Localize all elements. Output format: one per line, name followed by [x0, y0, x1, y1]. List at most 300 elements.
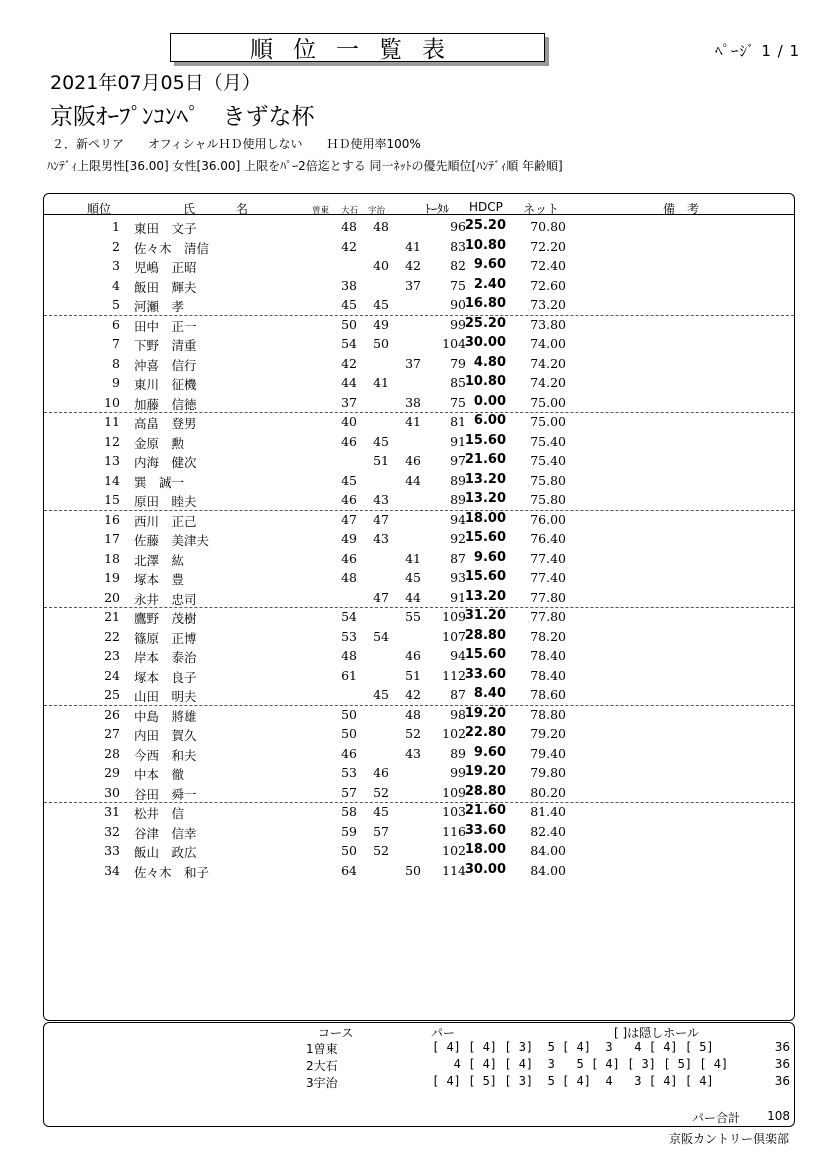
cell-s1: 46 — [341, 550, 357, 566]
cell-s2: 48 — [373, 219, 389, 234]
cell-total: 102 — [442, 726, 466, 741]
cell-s3: 55 — [405, 609, 421, 624]
header-total: ﾄｰﾀﾙ — [425, 202, 450, 216]
table-row — [44, 723, 794, 743]
cell-s1: 44 — [341, 375, 357, 390]
header-course3: 宇治 — [368, 206, 386, 216]
cell-net: 76.40 — [530, 531, 566, 546]
cell-rank: 24 — [104, 667, 120, 683]
cell-hdcp: 33.60 — [464, 666, 506, 682]
cell-rank: 19 — [104, 570, 120, 585]
cell-name: 東田 文子 — [134, 221, 197, 236]
table-row — [44, 314, 794, 334]
cell-s1: 38 — [341, 277, 357, 293]
cell-net: 77.80 — [530, 609, 566, 624]
cell-name: 塚本 豊 — [134, 572, 185, 587]
cell-rank: 34 — [104, 862, 120, 878]
cell-net: 77.40 — [530, 570, 566, 585]
cell-s2: 47 — [373, 511, 389, 527]
table-row — [44, 860, 794, 880]
header-divider — [44, 214, 794, 215]
header-course2: 大石 — [341, 206, 359, 216]
cell-total: 85 — [450, 375, 466, 390]
cell-net: 75.00 — [530, 414, 566, 429]
cell-hdcp: 30.00 — [464, 861, 506, 877]
table-row — [44, 548, 794, 568]
cell-name: 児嶋 正昭 — [134, 260, 197, 275]
cell-total: 98 — [450, 706, 466, 722]
cell-s3: 44 — [405, 589, 421, 605]
cell-hdcp: 15.60 — [464, 647, 506, 662]
cell-hdcp: 4.80 — [473, 354, 506, 370]
cell-s2: 50 — [373, 336, 389, 351]
table-row — [44, 743, 794, 763]
header-course1: 曽東 — [312, 206, 330, 216]
cell-s3: 42 — [405, 258, 421, 273]
cell-hdcp: 16.80 — [464, 296, 506, 311]
cell-hdcp: 6.00 — [473, 413, 506, 428]
cell-s1: 61 — [341, 667, 357, 683]
cell-s1: 42 — [341, 238, 357, 254]
table-row — [44, 762, 794, 782]
cell-total: 89 — [450, 492, 466, 507]
cell-s1: 37 — [341, 394, 357, 410]
cell-total: 82 — [450, 258, 466, 273]
cell-s2: 45 — [373, 297, 389, 312]
cell-s2: 43 — [373, 492, 389, 507]
table-row — [44, 821, 794, 841]
cell-s1: 50 — [341, 706, 357, 722]
table-row — [44, 801, 794, 821]
cell-s2: 52 — [373, 784, 389, 800]
cell-hdcp: 8.40 — [473, 686, 506, 701]
cell-s1: 50 — [341, 843, 357, 858]
cell-total: 93 — [450, 570, 466, 585]
cell-net: 82.40 — [530, 823, 566, 839]
header-name1: 氏 — [183, 202, 196, 216]
cell-net: 74.20 — [530, 355, 566, 371]
cell-name: 佐藤 美津夫 — [134, 533, 210, 548]
cell-total: 96 — [450, 219, 466, 234]
cell-total: 107 — [442, 628, 466, 644]
cell-name: 佐々木 清信 — [134, 240, 210, 256]
cell-total: 91 — [450, 589, 466, 605]
cell-name: 東川 征機 — [134, 377, 197, 392]
cell-net: 79.40 — [530, 745, 566, 761]
cell-s3: 41 — [405, 414, 421, 429]
cell-total: 92 — [450, 531, 466, 546]
cell-rank: 17 — [104, 531, 120, 546]
cell-s2: 49 — [373, 316, 389, 332]
cell-hdcp: 28.80 — [464, 627, 506, 643]
cell-total: 75 — [450, 394, 466, 410]
table-row — [44, 684, 794, 704]
course-name: 3宇治 — [306, 1076, 338, 1090]
cell-s1: 46 — [341, 433, 357, 449]
cell-name: 松井 信 — [134, 806, 185, 821]
header-remarks: 備 考 — [663, 202, 700, 216]
cell-total: 116 — [442, 823, 466, 839]
cell-rank: 32 — [104, 823, 120, 839]
cell-hdcp: 15.60 — [464, 569, 506, 584]
table-row — [44, 333, 794, 353]
handicap-rules: ﾊﾝﾃﾞｨ上限男性[36.00] 女性[36.00] 上限をﾊﾟｰ2倍迄とする 同一ﾈｯﾄの優先順位[ﾊﾝﾃﾞｨ順 年齢順] — [47, 159, 563, 173]
cell-rank: 31 — [104, 804, 120, 819]
table-row — [44, 626, 794, 646]
cell-hdcp: 19.20 — [464, 764, 506, 779]
cell-name: 中島 將雄 — [134, 708, 197, 724]
cell-s3: 43 — [405, 745, 421, 761]
table-row — [44, 275, 794, 295]
table-row — [44, 431, 794, 451]
cell-net: 73.20 — [530, 297, 566, 312]
cell-total: 87 — [450, 687, 466, 702]
cell-s1: 45 — [341, 297, 357, 312]
cell-s1: 46 — [341, 745, 357, 761]
cell-total: 91 — [450, 433, 466, 449]
cell-hdcp: 18.00 — [464, 842, 506, 857]
cell-hdcp: 22.80 — [464, 725, 506, 740]
course-total: 36 — [774, 1040, 790, 1054]
cell-hdcp: 9.60 — [473, 744, 506, 760]
cell-s3: 50 — [405, 862, 421, 878]
cell-name: 今西 和夫 — [134, 747, 197, 763]
cell-name: 飯田 輝夫 — [134, 279, 197, 295]
par-label: パー — [431, 1026, 456, 1040]
cell-name: 永井 忠司 — [134, 591, 197, 607]
cell-hdcp: 10.80 — [464, 374, 506, 389]
cell-rank: 9 — [112, 375, 120, 390]
cell-name: 佐々木 和子 — [134, 864, 210, 880]
cell-s1: 42 — [341, 355, 357, 371]
hidden-hole-note: [ ]は隠しホール — [614, 1026, 699, 1040]
cell-hdcp: 13.20 — [464, 471, 506, 487]
cell-s2: 54 — [373, 628, 389, 644]
cell-rank: 33 — [104, 843, 120, 858]
cell-name: 金原 勲 — [134, 435, 185, 451]
cell-s1: 50 — [341, 726, 357, 741]
cell-s3: 37 — [405, 277, 421, 293]
cell-total: 104 — [442, 336, 466, 351]
course-name: 2大石 — [306, 1059, 338, 1073]
cell-total: 75 — [450, 277, 466, 293]
cell-net: 80.20 — [530, 784, 566, 800]
cell-name: 北澤 紘 — [134, 552, 185, 568]
course-holes: [ 4] [ 5] [ 3] 5 [ 4] 4 3 [ 4] [ 4] — [432, 1074, 714, 1088]
cell-s3: 45 — [405, 570, 421, 585]
cell-s3: 52 — [405, 726, 421, 741]
cell-rank: 1 — [112, 219, 120, 234]
cell-name: 鷹野 茂樹 — [134, 611, 197, 626]
cell-s3: 38 — [405, 394, 421, 410]
cell-s1: 50 — [341, 316, 357, 332]
cell-hdcp: 13.20 — [464, 491, 506, 506]
cell-total: 79 — [450, 355, 466, 371]
cell-net: 75.40 — [530, 453, 566, 468]
cell-net: 78.20 — [530, 628, 566, 644]
cell-s1: 57 — [341, 784, 357, 800]
cell-rank: 6 — [112, 316, 120, 332]
cell-s3: 41 — [405, 238, 421, 254]
cell-hdcp: 0.00 — [473, 393, 506, 409]
table-row — [44, 372, 794, 392]
cell-name: 塚本 良子 — [134, 669, 197, 685]
cell-net: 84.00 — [530, 862, 566, 878]
cell-s2: 41 — [373, 375, 389, 390]
cell-net: 77.80 — [530, 589, 566, 605]
table-row — [44, 840, 794, 860]
table-row — [44, 665, 794, 685]
cell-total: 94 — [450, 648, 466, 663]
cell-s3: 41 — [405, 550, 421, 566]
cell-rank: 22 — [104, 628, 120, 644]
cell-s2: 40 — [373, 258, 389, 273]
cell-rank: 7 — [112, 336, 120, 351]
cell-net: 74.20 — [530, 375, 566, 390]
cell-rank: 8 — [112, 355, 120, 371]
cell-net: 72.60 — [530, 277, 566, 293]
cell-rank: 21 — [104, 609, 120, 624]
cell-total: 109 — [442, 784, 466, 800]
cell-rank: 14 — [104, 472, 120, 488]
cell-net: 70.80 — [530, 219, 566, 234]
cell-net: 78.60 — [530, 687, 566, 702]
cell-net: 81.40 — [530, 804, 566, 819]
cell-hdcp: 31.20 — [464, 608, 506, 623]
cell-s1: 48 — [341, 219, 357, 234]
cell-hdcp: 2.40 — [473, 276, 506, 292]
cell-s1: 48 — [341, 648, 357, 663]
cell-name: 下野 清重 — [134, 338, 197, 353]
cell-s2: 57 — [373, 823, 389, 839]
cell-net: 75.80 — [530, 492, 566, 507]
cell-name: 篠原 正博 — [134, 630, 197, 646]
cell-net: 75.80 — [530, 472, 566, 488]
cell-hdcp: 21.60 — [464, 803, 506, 818]
cell-total: 102 — [442, 843, 466, 858]
club-name: 京阪カントリー倶楽部 — [668, 1132, 789, 1146]
cell-s1: 54 — [341, 336, 357, 351]
cell-s1: 53 — [341, 628, 357, 644]
cell-hdcp: 21.60 — [464, 452, 506, 467]
table-row — [44, 587, 794, 607]
cell-total: 103 — [442, 804, 466, 819]
cell-total: 94 — [450, 511, 466, 527]
cell-hdcp: 18.00 — [464, 510, 506, 526]
cell-name: 内田 賀久 — [134, 728, 197, 743]
course-holes: [ 4] [ 4] [ 3] 5 [ 4] 3 4 [ 4] [ 5] — [432, 1040, 714, 1054]
cell-rank: 5 — [112, 297, 120, 312]
cell-s1: 58 — [341, 804, 357, 819]
header-name2: 名 — [236, 202, 249, 216]
cell-s1: 48 — [341, 570, 357, 585]
cell-name: 飯山 政広 — [134, 845, 197, 860]
cell-net: 72.40 — [530, 258, 566, 273]
cell-rank: 20 — [104, 589, 120, 605]
cell-rank: 12 — [104, 433, 120, 449]
cell-name: 中本 徹 — [134, 767, 185, 782]
cell-net: 75.00 — [530, 394, 566, 410]
cell-name: 加藤 信徳 — [134, 396, 197, 412]
cell-hdcp: 19.20 — [464, 705, 506, 721]
page-title — [170, 33, 545, 62]
results-table — [43, 193, 795, 1021]
cell-hdcp: 9.60 — [473, 549, 506, 565]
cell-rank: 15 — [104, 492, 120, 507]
cell-s3: 48 — [405, 706, 421, 722]
cell-s1: 47 — [341, 511, 357, 527]
cell-hdcp: 25.20 — [464, 218, 506, 233]
cell-s2: 43 — [373, 531, 389, 546]
cell-s1: 54 — [341, 609, 357, 624]
cell-rank: 28 — [104, 745, 120, 761]
cell-net: 79.80 — [530, 765, 566, 780]
par-total: 108 — [767, 1109, 790, 1123]
cell-name: 河瀬 孝 — [134, 299, 185, 314]
cell-total: 99 — [450, 765, 466, 780]
cell-s1: 64 — [341, 862, 357, 878]
cell-net: 79.20 — [530, 726, 566, 741]
cell-hdcp: 15.60 — [464, 432, 506, 448]
cell-name: 原田 睦夫 — [134, 494, 197, 509]
cell-rank: 13 — [104, 453, 120, 468]
cell-s1: 49 — [341, 531, 357, 546]
header-hdcp: HDCP — [469, 200, 503, 214]
course-total: 36 — [774, 1057, 790, 1071]
scoring-method: ２．新ペリア オフィシャルＨＤ使用しない ＨＤ使用率100% — [52, 137, 421, 151]
cell-name: 谷津 信幸 — [134, 825, 197, 841]
cell-total: 112 — [442, 667, 466, 683]
table-row — [44, 470, 794, 490]
table-row — [44, 567, 794, 587]
event-date: 2021年07月05日（月） — [50, 72, 261, 94]
table-row — [44, 294, 794, 314]
course-name: 1曽東 — [306, 1042, 338, 1056]
cell-rank: 2 — [112, 238, 120, 254]
cell-rank: 16 — [104, 511, 120, 527]
cell-s3: 51 — [405, 667, 421, 683]
table-row — [44, 782, 794, 802]
cell-rank: 23 — [104, 648, 120, 663]
cell-rank: 30 — [104, 784, 120, 800]
cell-hdcp: 13.20 — [464, 588, 506, 604]
table-row — [44, 509, 794, 529]
cell-net: 78.40 — [530, 667, 566, 683]
cell-s2: 45 — [373, 804, 389, 819]
page-number: ﾍﾟｰｼﾞ 1 / 1 — [715, 42, 800, 60]
cell-name: 高畠 登男 — [134, 416, 197, 431]
title-text: 順位一覧表 — [250, 37, 465, 63]
cell-name: 谷田 舜一 — [134, 786, 197, 802]
cell-net: 74.00 — [530, 336, 566, 351]
cell-total: 99 — [450, 316, 466, 332]
table-row — [44, 489, 794, 509]
cell-net: 77.40 — [530, 550, 566, 566]
cell-s3: 37 — [405, 355, 421, 371]
cell-name: 西川 正己 — [134, 513, 197, 529]
cell-rank: 26 — [104, 706, 120, 722]
cell-rank: 18 — [104, 550, 120, 566]
cell-total: 109 — [442, 609, 466, 624]
table-row — [44, 528, 794, 548]
cell-net: 78.40 — [530, 648, 566, 663]
course-label: コース — [318, 1026, 354, 1040]
cell-net: 72.20 — [530, 238, 566, 254]
competition-name: 京阪ｵｰﾌﾟﾝｺﾝﾍﾟ きずな杯 — [50, 104, 315, 130]
cell-s1: 45 — [341, 472, 357, 488]
cell-total: 89 — [450, 745, 466, 761]
cell-net: 73.80 — [530, 316, 566, 332]
cell-s2: 45 — [373, 433, 389, 449]
cell-net: 78.80 — [530, 706, 566, 722]
table-row — [44, 236, 794, 256]
header-net: ネット — [523, 202, 560, 216]
table-row — [44, 606, 794, 626]
cell-hdcp: 28.80 — [464, 783, 506, 799]
cell-hdcp: 10.80 — [464, 237, 506, 253]
header-rank: 順位 — [87, 202, 112, 216]
cell-name: 田中 正一 — [134, 318, 197, 334]
cell-rank: 11 — [104, 414, 120, 429]
cell-net: 76.00 — [530, 511, 566, 527]
cell-s2: 51 — [373, 453, 389, 468]
cell-s1: 59 — [341, 823, 357, 839]
table-row — [44, 392, 794, 412]
cell-total: 83 — [450, 238, 466, 254]
cell-rank: 3 — [112, 258, 120, 273]
table-row — [44, 704, 794, 724]
cell-s2: 52 — [373, 843, 389, 858]
cell-hdcp: 15.60 — [464, 530, 506, 545]
cell-s1: 40 — [341, 414, 357, 429]
table-row — [44, 645, 794, 665]
cell-hdcp: 9.60 — [473, 257, 506, 272]
cell-net: 75.40 — [530, 433, 566, 449]
cell-total: 87 — [450, 550, 466, 566]
cell-total: 114 — [442, 862, 466, 878]
table-row — [44, 450, 794, 470]
cell-s1: 53 — [341, 765, 357, 780]
cell-net: 84.00 — [530, 843, 566, 858]
cell-name: 巽 誠一 — [134, 474, 185, 490]
cell-hdcp: 30.00 — [464, 335, 506, 350]
cell-s3: 42 — [405, 687, 421, 702]
cell-total: 81 — [450, 414, 466, 429]
table-row — [44, 411, 794, 431]
cell-name: 内海 健次 — [134, 455, 197, 470]
par-total-label: パー合計 — [692, 1111, 741, 1125]
cell-name: 山田 明夫 — [134, 689, 197, 704]
cell-rank: 29 — [104, 765, 120, 780]
cell-name: 岸本 泰治 — [134, 650, 197, 665]
cell-rank: 25 — [104, 687, 120, 702]
cell-s1: 46 — [341, 492, 357, 507]
cell-hdcp: 33.60 — [464, 822, 506, 838]
course-total: 36 — [774, 1074, 790, 1088]
cell-total: 90 — [450, 297, 466, 312]
table-row — [44, 216, 794, 236]
cell-s2: 46 — [373, 765, 389, 780]
table-row — [44, 353, 794, 373]
table-row — [44, 255, 794, 275]
cell-rank: 4 — [112, 277, 120, 293]
course-holes: 4 [ 4] [ 4] 3 5 [ 4] [ 3] [ 5] [ 4] — [432, 1057, 729, 1071]
course-info-box — [43, 1022, 795, 1127]
cell-s3: 46 — [405, 453, 421, 468]
cell-s3: 46 — [405, 648, 421, 663]
cell-s2: 45 — [373, 687, 389, 702]
cell-total: 89 — [450, 472, 466, 488]
